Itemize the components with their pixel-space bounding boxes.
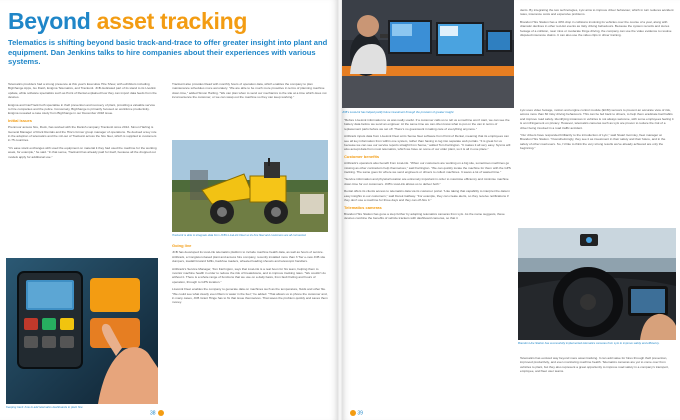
- page-number-text: 39: [357, 410, 363, 416]
- dashboard-camera-photo: [518, 228, 676, 340]
- body-paragraph: Telematics has evolved way beyond mere asset tracking. It can add value for hires through theft prevention, improved productivity, and even monitoring machine health. Telematics cameras are yet to come over from vehicles to plant, but they also represent a great opportunity to improve road safety in a company's transport, employee, and fleet user teams.: [520, 356, 669, 374]
- page-marker-icon: [350, 410, 356, 416]
- body-paragraph: JCB has developed its LiveLink telematics platform to include machine health data, as well as hours of service. Artibrack, a Congleton-based plant and access hire company, recently installed more than 3 Tier e-new JCB site dumpers, loadall forward fulfils, backhoe loaders, wheeled loading shovels and telescopic handlers.: [172, 250, 326, 264]
- left-column-2-top: [172, 82, 328, 138]
- subheading-going-live: Going live: [172, 243, 192, 248]
- right-page: [342, 0, 680, 420]
- page-number-right: [348, 410, 363, 416]
- headline-part-2: asset tracking: [96, 8, 248, 34]
- body-paragraph: Prenmoor access hire, Rock, has worked with the Danish company Trackunit since 2012. Simon Harling is General Manager of Rock Rentals and the Hire's former group manager of operations. He devised a key role in the adoption of telematics and the roll-out of Trackunit across the hire fleet, which is supplied to customers in 75 countries.: [8, 125, 157, 143]
- photo-caption-1: Trackunit is able to integrate data from JCB's LiveLink Fleet so its hire fleet and customers are all connected.: [172, 233, 307, 237]
- subheading-customer-benefits: Customer benefits: [344, 153, 380, 159]
- headline: [8, 8, 247, 35]
- body-paragraph: Lytx uses video footage, motion and engine control module (ECM) sensors to prevent an accurate view of risk, across more than 60 risky driving behaviours. This can be fed back to drivers, to help them eradicate bad habits and improve road safety. Identifying instances in vehicles is not always welcome, with some employees feeling it is an infringement on privacy. However, telematics cameras such as Lytx are proven to reduce the risk of a driver being involved in a road traffic accident.: [520, 108, 674, 130]
- subheading-initial-issues: Initial issues: [8, 117, 33, 123]
- left-column-2-bottom: [172, 242, 328, 406]
- headline-part-1: Beyond: [8, 8, 97, 34]
- control-panel-photo: [6, 258, 158, 404]
- photo-caption-2: Keeping track: how to add telematics dashboards to plant hire: [6, 405, 83, 409]
- site-dumper-illustration: [172, 140, 328, 232]
- body-paragraph: "Service information and physical location are extremely important in order to maximise efficiency and minimise machine down time for our customers. JCB's LiveLink allows us to deliver both.": [344, 177, 509, 186]
- vehicle-dashboard-illustration: [518, 228, 676, 340]
- subheading-telematics-cameras: Telematics cameras: [344, 204, 382, 210]
- right-column-2-top: [520, 8, 674, 104]
- body-paragraph: "Before LiveLink information to us was really useful. If a customer calls us to tell us a machine won't start, we can see the battery data before we send an engineer. At the same time we can often know what to put on the van in terms of replacement parts before we set off. There's no guesswork in taking care of everything anymore.": [344, 118, 510, 131]
- page-number-text: 38: [150, 410, 156, 416]
- body-paragraph: "Our drivers have responded brilliantly to the introduction of Lytx," said Stuart Gormley, fleet manager at Brandon Hire Station. "Overwhelmingly, they see it as investment in their safety and their future, and in the safety of other road users. So, I'd like to think the very strong results we've already achieved are only the beginning.": [520, 133, 666, 151]
- body-paragraph: Enigma and CanTrack both specialise in theft prevention and recovery of plant, providing a valuable service to hire companies and the police. Conversely, BigChange is primarily focused on workforce productivity. Enigma revealed a case study from BigChange in our December 2018 issue.: [8, 102, 156, 116]
- right-column-1: [344, 118, 512, 414]
- body-paragraph: Artibrack's Service Manager, Tom Farrington, says that LiveLink is a real boon for his team, helping them to monitor machine health in order to reduce the risk of breakdowns, and to improve tracking rates. "We couldn't do without it. There is a whole range of functions that we use on a daily basis, from fault finding and hours of operation, through to GPS location.": [172, 266, 326, 284]
- photo-caption-3: JCB's LiveLink has helped justify future investment through the provision of greater insight.: [342, 110, 455, 114]
- body-paragraph: "It's ease stock exchanges with used the equipment on material it they had used the machine for the working week, for example," he said. "In that sense, Trackunit has already paid for itself, because all the dropped out models apply for additional use.": [8, 145, 157, 159]
- left-column-1: [8, 82, 158, 258]
- body-paragraph: Artibrack's operators also benefit from LiveLink. "When our customers are working on a big site, sometimes machines go missing as other contractors help themselves," said Farrington. "We can quickly locate the machine for them with the GPS tracking. The same goes for where we send engineers or drivers to collect machines. It saves a lot of wasted time.": [344, 161, 511, 175]
- control-panel-illustration: [6, 258, 158, 404]
- body-paragraph: Telematics providers had a strong presence at this year's Executive Hire Show, with exhibitors including BigChange Apps, Go Flash, Enigma Telematics, and Trackunit. JCB dedicated part of its stand to its Livelink update, while software specialists such as Point of Rental explained how they can import data feeds from the devices.: [8, 82, 157, 100]
- page-marker-icon: [158, 410, 164, 416]
- right-column-2-middle: [520, 108, 674, 228]
- body-paragraph: LiveLink Fleet enables the company to generate data on machines such as the temperature, fluids and other file. "We could see what clearly even filters is water in the fuel," he added. "That allows us to phone the customer and, in many cases, JCB Grant Hinge has to fix that issue themselves. That saves the problem quickly and saves them money.: [172, 287, 328, 305]
- body-paragraph: dents. By integrating the two technologies, Lytx aims to improve driver behaviour, which in turn reduces accident rates, insurance costs and expensive problems.: [520, 8, 674, 17]
- office-monitors-photo: [342, 0, 514, 108]
- left-page: [0, 0, 338, 420]
- body-paragraph: Brandon Hire Station has gone a step further by adopting telematics cameras from Lytx. As the name suggests, these devices combine the benefits of vehicle trackers with dashboard cameras, so that it: [344, 211, 505, 221]
- dumper-photo: [172, 140, 328, 232]
- photo-caption-4: Brandon Hire Station has successfully implemented telematics cameras from Lytx to improve safety and efficiency.: [518, 341, 660, 345]
- body-paragraph: Artibrack inputs data from LiveLink Fleet at its Sense fleet software from Point of Rental, meaning that its employees can see all key information from within one system, rather than having to log into separate web portals. "It is great for us because we can see our service reports straight from Sense," added Tom Farrington. "It makes it all very easy. Sysms will also accept data from most telematics, which we have on some of our older plant, so it is all in one place.": [344, 134, 511, 152]
- body-paragraph: Trackunit also provides Read with monthly hours of operation data, which enables the company to plan maintenance schedules more accurately. "We are able to be much more proactive in terms of planning machine down time," added Simon Harling. "We can plan when to send our mechanics to the site at a time which does not inconvenience the customer, or we can swap out the machine so they can keep working.": [172, 82, 327, 100]
- right-column-2-bottom: [520, 356, 674, 412]
- page-number-left: [150, 410, 164, 416]
- standfirst: Telematics is shifting beyond basic track-and-trace to offer greater insight into plant and equipment. Dan Jenkins talks to hire companies about their experiences with various systems.: [8, 38, 328, 67]
- body-paragraph: Rental offers its clients access to telematics data via its customer portal. "Like taking that capability to interpret the data in easy insights to our customers," said Derek Gallway. "For example, they can create alerts, so they receive notifications if they don't use a machine for three days and they can off-hire it.": [344, 189, 510, 203]
- body-paragraph: Brandon Hire Station has a 40% drop in collisions involving its vehicles over the course of a year, along with dramatic declines in other red-dot events as risky driving behaviours. Because the system records and stores footage of a collision, near miss or moderate fringe driving, the company can use the video evidence to resolve disputed insurance claims. It can also use the video clips in driver training.: [520, 19, 672, 38]
- office-monitors-illustration: [342, 0, 514, 108]
